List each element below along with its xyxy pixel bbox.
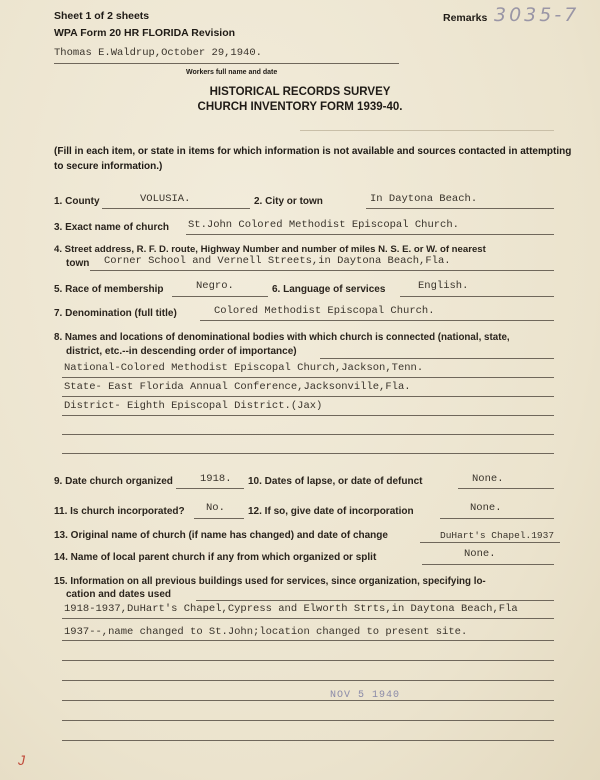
church-name-value: St.John Colored Methodist Episcopal Church. xyxy=(188,219,459,231)
sheet-number: Sheet 1 of 2 sheets xyxy=(54,10,150,22)
remarks-label: Remarks xyxy=(443,12,488,24)
street-address-label: 4. Street address, R. F. D. route, Highway Number and number of miles N. S. E. or W. of nearest xyxy=(54,244,486,255)
worker-caption: Workers full name and date xyxy=(186,69,278,76)
bodies-district: District- Eighth Episcopal District.(Jax) xyxy=(64,400,323,412)
lapse-value: None. xyxy=(472,473,504,485)
incorporated-line xyxy=(194,518,244,519)
buildings-line-5 xyxy=(62,700,554,701)
church-name-label: 3. Exact name of church xyxy=(54,222,170,233)
denomination-value: Colored Methodist Episcopal Church. xyxy=(214,305,435,317)
language-value: English. xyxy=(418,280,469,292)
instructions: (Fill in each item, or state in items for which information is not available and sources contacted in attempting to secure information.) xyxy=(54,146,572,172)
parent-church-line xyxy=(422,564,554,565)
form-subtitle: CHURCH INVENTORY FORM 1939-40. xyxy=(197,101,403,113)
bodies-state: State- East Florida Annual Conference,Jacksonville,Fla. xyxy=(64,381,411,393)
buildings-line-6 xyxy=(62,720,554,721)
original-name-line xyxy=(420,542,560,543)
incorporation-date-line xyxy=(440,518,554,519)
incorporation-date-value: None. xyxy=(470,502,502,514)
form-number: WPA Form 20 HR FLORIDA Revision xyxy=(54,27,236,39)
bleed-line xyxy=(300,130,554,131)
bodies-line-4 xyxy=(62,434,554,435)
bodies-line-5 xyxy=(62,453,554,454)
date-organized-value: 1918. xyxy=(200,473,232,485)
parent-church-value: None. xyxy=(464,548,496,560)
bodies-national: National-Colored Methodist Episcopal Church,Jackson,Tenn. xyxy=(64,362,424,374)
previous-buildings-label: 15. Information on all previous buildings used for services, since organization, specifying lo- xyxy=(54,576,486,587)
buildings-line-7 xyxy=(62,740,554,741)
lapse-label: 10. Dates of lapse, or date of defunct xyxy=(248,476,423,487)
denominational-bodies-label: 8. Names and locations of denominational bodies with which church is connected (national, state, xyxy=(54,332,510,343)
bodies-line-0 xyxy=(320,358,554,359)
original-name-label: 13. Original name of church (if name has changed) and date of change xyxy=(54,530,388,541)
incorporated-value: No. xyxy=(206,502,225,514)
city-value: In Daytona Beach. xyxy=(370,193,478,205)
lapse-line xyxy=(458,488,554,489)
language-label: 6. Language of services xyxy=(272,284,386,295)
corner-mark: J xyxy=(18,752,25,768)
denominational-bodies-label-2: district, etc.--in descending order of importance) xyxy=(66,346,297,357)
county-value: VOLUSIA. xyxy=(140,193,191,205)
date-organized-line xyxy=(176,488,244,489)
date-stamp: NOV 5 1940 xyxy=(330,690,401,701)
previous-buildings-label-2: cation and dates used xyxy=(66,589,172,600)
buildings-line-1 xyxy=(62,618,554,619)
incorporated-label: 11. Is church incorporated? xyxy=(54,506,185,517)
parent-church-label: 14. Name of local parent church if any from which organized or split xyxy=(54,552,377,563)
church-name-line xyxy=(186,234,554,235)
buildings-line-0 xyxy=(196,600,554,601)
denomination-label: 7. Denomination (full title) xyxy=(54,308,177,319)
denomination-line xyxy=(200,320,554,321)
worker-name-date: Thomas E.Waldrup,October 29,1940. xyxy=(54,47,262,59)
race-line xyxy=(172,296,268,297)
race-label: 5. Race of membership xyxy=(54,284,164,295)
street-address-value: Corner School and Vernell Streets,in Daytona Beach,Fla. xyxy=(104,255,451,267)
street-address-town-label: town xyxy=(66,258,90,269)
original-name-value: DuHart's Chapel.1937 xyxy=(440,530,555,541)
previous-buildings-line-2: 1937--,name changed to St.John;location changed to present site. xyxy=(64,626,468,638)
previous-buildings-line-1: 1918-1937,DuHart's Chapel,Cypress and Elworth Strts,in Daytona Beach,Fla xyxy=(64,603,518,615)
remarks-handwritten-number: 3035-7 xyxy=(494,4,580,26)
worker-line xyxy=(54,63,399,64)
date-organized-label: 9. Date church organized xyxy=(54,476,173,487)
language-line xyxy=(400,296,554,297)
county-label: 1. County xyxy=(54,196,100,207)
buildings-line-4 xyxy=(62,680,554,681)
street-address-line xyxy=(90,270,554,271)
buildings-line-3 xyxy=(62,660,554,661)
city-line xyxy=(366,208,554,209)
city-label: 2. City or town xyxy=(254,196,323,207)
county-line xyxy=(102,208,250,209)
incorporation-date-label: 12. If so, give date of incorporation xyxy=(248,506,414,517)
bodies-line-1 xyxy=(62,377,554,378)
bodies-line-2 xyxy=(62,396,554,397)
race-value: Negro. xyxy=(196,280,234,292)
buildings-line-2 xyxy=(62,640,554,641)
bodies-line-3 xyxy=(62,415,554,416)
form-title: HISTORICAL RECORDS SURVEY xyxy=(209,86,391,98)
